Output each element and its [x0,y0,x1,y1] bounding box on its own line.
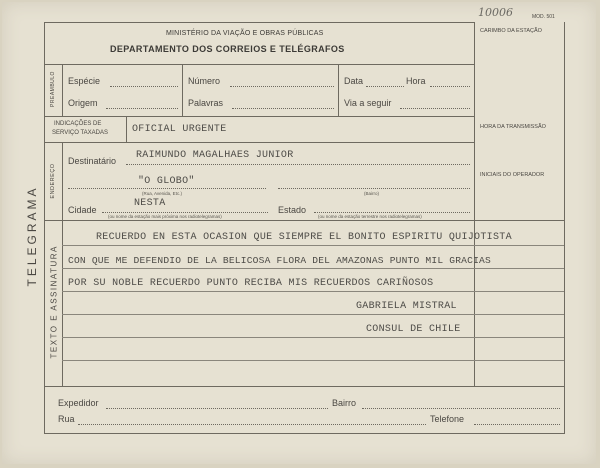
address-label-divider [62,142,63,220]
telegrama-side-label: TELEGRAMA [25,185,39,287]
bottom-frame [44,433,565,434]
endereco-side-label: ENDEREÇO [50,163,56,199]
rua-field[interactable] [78,424,426,425]
expedidor-label: Expedidor [58,398,99,408]
text-bottom-line [44,386,565,387]
destinatario-value: RAIMUNDO MAGALHAES JUNIOR [136,150,294,161]
origem-label: Origem [68,98,98,108]
right-column-text-top [474,220,565,221]
especie-field[interactable] [110,86,178,87]
bairro-field[interactable] [278,188,470,189]
telefone-field[interactable] [474,424,560,425]
preambulo-side-label: PREAMBULO [50,71,56,107]
numero-field[interactable] [230,86,334,87]
ministry-title: MINISTÉRIO DA VIAÇÃO E OBRAS PÚBLICAS [166,30,324,37]
hora-field[interactable] [430,86,470,87]
estado-label: Estado [278,205,307,215]
bairro-footer-field[interactable] [362,408,560,409]
cidade-hint: (ou nome da estação mais próxima nos radiotelegramas) [108,214,222,219]
department-title: DEPARTAMENTO DOS CORREIOS E TELÉGRAFOS [110,44,345,54]
destinatario-label: Destinatário [68,156,117,166]
rua-label: Rua [58,414,75,424]
right-frame [564,22,565,434]
bairro-label: Bairro [332,398,357,408]
text-rule-6 [62,360,564,361]
street-hint: (Rua, Avenida, Etc.) [142,191,182,196]
street-field[interactable] [68,188,266,189]
text-rule-4 [62,314,564,315]
right-column-divider [474,22,475,386]
signature-name: GABRIELA MISTRAL [356,301,457,312]
bairro-hint: (Bairro) [364,191,380,196]
signature-title: CONSUL DE CHILE [366,324,461,335]
message-line-3: POR SU NOBLE RECUERDO PUNTO RECIBA MIS RECUERDOS CARIÑOSOS [68,278,434,289]
telegram-form [2,2,596,464]
street-value: "O GLOBO" [138,176,195,187]
cidade-label: Cidade [68,205,97,215]
texto-assinatura-side-label: TEXTO E ASSINATURA [49,245,59,359]
estado-field[interactable] [314,212,470,213]
form-code: MOD. 501 [532,14,555,20]
text-rule-1 [62,245,564,246]
iniciais-operador-label: INICIAIS DO OPERADOR [480,172,545,178]
palavras-label: Palavras [188,98,224,108]
numero-label: Número [188,76,221,86]
destinatario-field[interactable] [126,164,470,165]
especie-label: Espécie [68,76,101,86]
hora-label: Hora [406,76,426,86]
text-rule-5 [62,337,564,338]
preamble-bottom-line [44,116,474,117]
text-rule-2 [62,268,564,269]
via-label: Via a seguir [344,98,392,108]
data-label: Data [344,76,364,86]
preamble-top-line [44,64,474,65]
message-line-1: RECUERDO EN ESTA OCASION QUE SIEMPRE EL BONITO ESPIRITU QUIJOTISTA [96,232,512,243]
preamble-col-divider-2 [338,64,339,116]
telefone-label: Telefone [430,414,465,424]
preamble-label-divider [62,64,63,116]
address-bottom-line [44,220,474,221]
indicacoes-label-1: INDICAÇÕES DE [54,121,102,127]
indicacoes-divider [126,116,127,142]
indicacoes-bottom-line [44,142,474,143]
palavras-field[interactable] [232,108,334,109]
message-line-2: CON QUE ME DEFENDIO DE LA BELICOSA FLORA DEL AMAZONAS PUNTO MIL GRACIAS [68,255,491,266]
top-frame [44,22,474,23]
expedidor-field[interactable] [106,408,328,409]
left-frame [44,22,45,434]
indicacoes-label-2: SERVIÇO TAXADAS [52,130,109,136]
estado-hint: (ou nome da estação terrestre nos radiotelegramas) [318,214,422,219]
preamble-col-divider-1 [182,64,183,116]
station-stamp-label: CARIMBO DA ESTAÇÃO [480,28,542,34]
data-field[interactable] [366,86,404,87]
indicacoes-value: OFICIAL URGENTE [132,124,227,135]
cidade-value: NESTA [134,198,166,209]
text-rule-3 [62,291,564,292]
origem-field[interactable] [106,108,178,109]
via-field[interactable] [400,108,470,109]
cidade-field[interactable] [102,212,268,213]
hora-transmissao-label: HORA DA TRANSMISSÃO [480,124,546,130]
handwritten-number: 10006 [478,6,513,19]
